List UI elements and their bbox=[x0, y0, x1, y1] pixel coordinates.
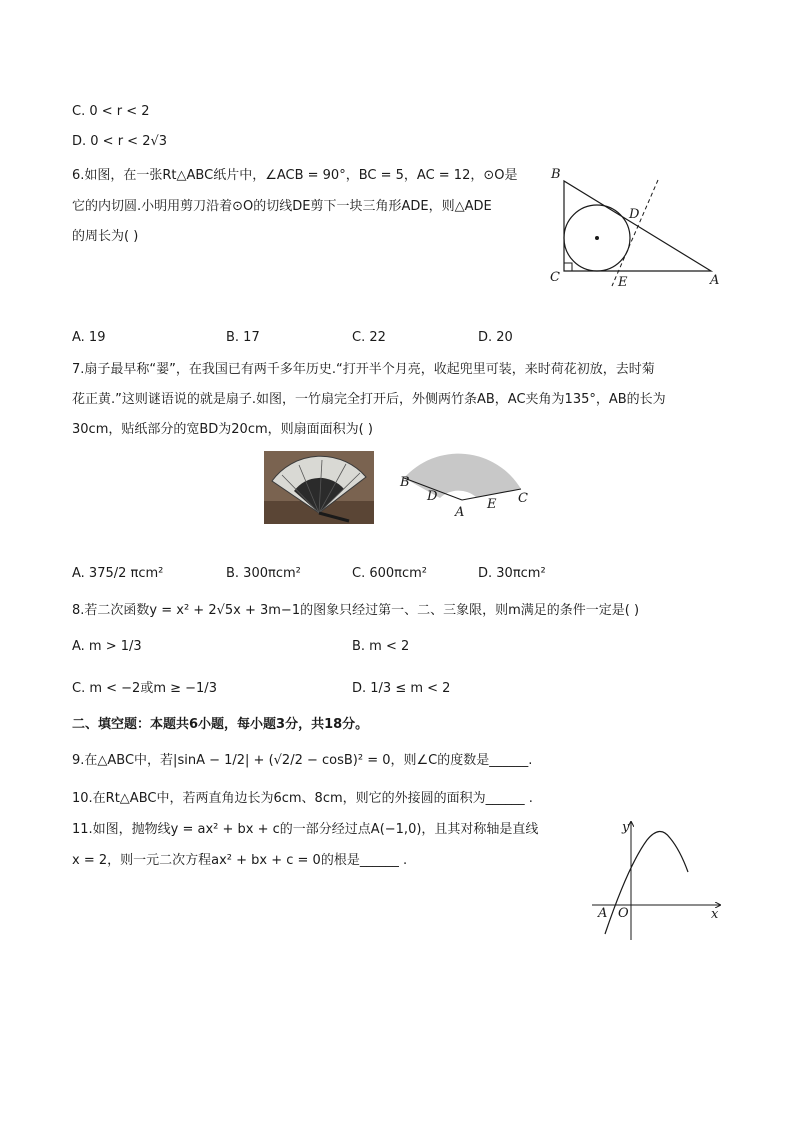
q7-option-b: B. 300πcm² bbox=[226, 566, 301, 581]
q8-option-b: B. m < 2 bbox=[352, 639, 410, 654]
q5-option-c: C. 0 < r < 2 bbox=[72, 104, 150, 119]
q7-line3: 30cm，贴纸部分的宽BD为20cm，则扇面面积为( ) bbox=[72, 422, 373, 437]
label-a: A bbox=[598, 906, 608, 921]
q11-line1: 11.如图，抛物线y = ax² + bx + c的一部分经过点A(−1,0)，且其对称轴是直线 bbox=[72, 822, 539, 837]
label-a: A bbox=[710, 273, 720, 288]
q8-option-a: A. m > 1/3 bbox=[72, 639, 142, 654]
label-b: B bbox=[551, 167, 561, 182]
label-e: E bbox=[618, 275, 628, 290]
q7-option-d: D. 30πcm² bbox=[478, 566, 546, 581]
label-x: x bbox=[711, 907, 719, 922]
q7-line1: 7.扇子最早称“翣”，在我国已有两千多年历史.“打开半个月亮，收起兜里可装，来时荷花初放，去时菊 bbox=[72, 362, 655, 377]
section-2-heading: 二、填空题：本题共6小题，每小题3分，共18分。 bbox=[72, 717, 369, 732]
q8-option-c: C. m < −2或m ≥ −1/3 bbox=[72, 681, 217, 696]
tangent-line-de bbox=[612, 180, 658, 286]
q11-line2: x = 2，则一元二次方程ax² + bx + c = 0的根是______ . bbox=[72, 853, 408, 868]
q10-text: 10.在Rt△ABC中，若两直角边长为6cm、8cm，则它的外接圆的面积为______ . bbox=[72, 791, 533, 806]
label-c: C bbox=[518, 491, 528, 506]
q6-triangle-figure bbox=[548, 164, 728, 294]
center-dot bbox=[595, 236, 599, 240]
right-angle-mark bbox=[564, 263, 572, 271]
q6-option-c: C. 22 bbox=[352, 330, 386, 345]
label-a: A bbox=[455, 505, 465, 520]
fan-photo-drawing bbox=[264, 451, 374, 524]
q9-text: 9.在△ABC中，若|sinA − 1/2| + (√2/2 − cosB)² = 0，则∠C的度数是______. bbox=[72, 753, 533, 768]
q11-parabola-figure bbox=[592, 818, 732, 948]
fan-paper-region bbox=[404, 454, 521, 498]
label-c: C bbox=[550, 270, 560, 285]
label-o: O bbox=[618, 906, 629, 921]
label-e: E bbox=[487, 497, 497, 512]
fan-photo bbox=[264, 451, 374, 524]
q6-line3: 的周长为( ) bbox=[72, 229, 139, 244]
q7-fan-diagram bbox=[394, 440, 534, 520]
label-b: B bbox=[400, 475, 410, 490]
q6-option-a: A. 19 bbox=[72, 330, 106, 345]
q8-option-d: D. 1/3 ≤ m < 2 bbox=[352, 681, 451, 696]
q8-line1: 8.若二次函数y = x² + 2√5x + 3m−1的图象只经过第一、二、三象限，则m满足的条件一定是( ) bbox=[72, 603, 640, 618]
q7-line2: 花正黄.”这则谜语说的就是扇子.如图，一竹扇完全打开后，外侧两竹条AB，AC夹角为135°，AB的长为 bbox=[72, 392, 666, 407]
q7-option-a: A. 375/2 πcm² bbox=[72, 566, 164, 581]
label-d: D bbox=[427, 489, 438, 504]
q6-line2: 它的内切圆.小明用剪刀沿着⊙O的切线DE剪下一块三角形ADE，则△ADE bbox=[72, 199, 492, 214]
q6-option-b: B. 17 bbox=[226, 330, 260, 345]
label-d: D bbox=[629, 207, 640, 222]
label-y: y bbox=[622, 820, 630, 835]
q7-option-c: C. 600πcm² bbox=[352, 566, 428, 581]
q5-option-d: D. 0 < r < 2√3 bbox=[72, 134, 168, 149]
q6-option-d: D. 20 bbox=[478, 330, 513, 345]
q6-line1: 6.如图，在一张Rt△ABC纸片中，∠ACB = 90°，BC = 5，AC = 12，⊙O是 bbox=[72, 168, 518, 183]
